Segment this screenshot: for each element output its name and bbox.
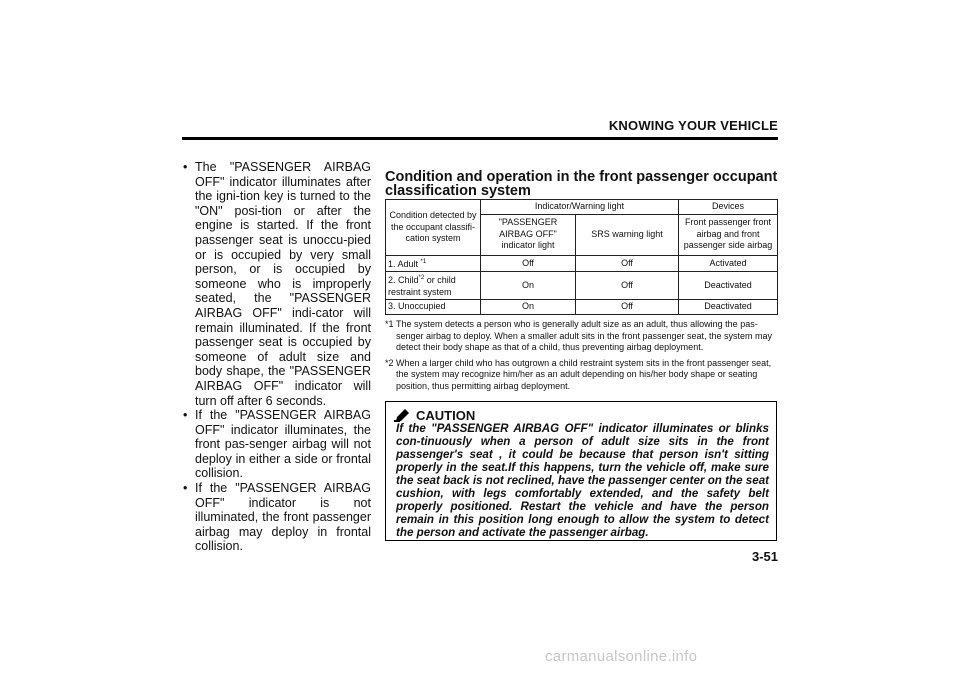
- cell-srs: Off: [576, 255, 679, 272]
- header-cell-srs-light: SRS warning light: [576, 214, 679, 255]
- cell-pab: Off: [481, 255, 576, 272]
- occupant-classification-table: [385, 199, 778, 315]
- header-cell-pab-indicator: "PASSENGER AIRBAG OFF" indicator light: [481, 214, 576, 255]
- table-row: [386, 255, 778, 272]
- header-cell-condition: Condition detected by the occupant classifi-cation system: [386, 200, 481, 256]
- bullet-dot-icon: •: [183, 160, 188, 174]
- bullet-item: [183, 160, 371, 408]
- page-number: 3-51: [751, 549, 778, 564]
- cell-srs: Off: [576, 300, 679, 315]
- footnote-text: When a larger child who has outgrown a child restraint system sits in the front passenger seat, the system may recognize him/her as an adult depending on his/her body shape or seating position, thus permitting airbag deployment.: [396, 357, 772, 391]
- cell-pab: On: [481, 272, 576, 300]
- header-cell-front-airbags: Front passenger front airbag and front passenger side airbag: [679, 214, 778, 255]
- bullet-text: If the "PASSENGER AIRBAG OFF" indicator is not illuminated, the front passenger airbag may deploy in frontal collision.: [195, 481, 371, 554]
- section-heading: Condition and operation in the front passenger occupant classification system: [385, 169, 778, 199]
- footnote: [385, 319, 778, 354]
- caution-title: CAUTION: [416, 408, 476, 423]
- footnote-mark: *1: [385, 319, 394, 329]
- bullet-item: [183, 481, 371, 554]
- cell-pab: On: [481, 300, 576, 315]
- caution-box: [385, 401, 777, 541]
- cell-devices: Activated: [679, 255, 778, 272]
- caution-text: If the "PASSENGER AIRBAG OFF" indicator illuminates or blinks con-tinuously when a person of adult size sits in the front passenger's seat , it could be because that person isn't sitting properly in the seat.If this happens, turn the vehicle off, make sure the seat back is not reclined, have the passenger center on the seat cushion, with legs comfortably extended, and the safety belt properly positioned. Restart the vehicle and have the person remain in this position long enough to allow the system to detect the person and activate the passenger airbag.: [396, 422, 769, 539]
- cell-condition: 1. Adult $^{*1}$: [386, 255, 481, 272]
- table-row: [386, 272, 778, 300]
- cell-condition: 2. Child$^{*2}$ or child restraint system: [386, 272, 481, 300]
- header-cell-devices: Devices: [679, 200, 778, 215]
- bullet-dot-icon: •: [183, 408, 188, 423]
- header-rule: [182, 137, 778, 140]
- pencil-icon: [394, 409, 410, 422]
- bullet-item: [183, 408, 371, 481]
- footnotes: [385, 319, 778, 397]
- footnote-text: The system detects a person who is generally adult size as an adult, thus allowing the pas-senger airbag to deploy. When a smaller adult sits in the front passenger seat, the system may detect their body shape as that of a child, thus preventing airbag deployment.: [396, 319, 773, 353]
- cell-srs: Off: [576, 272, 679, 300]
- page-header-title: KNOWING YOUR VEHICLE: [608, 118, 778, 133]
- bullet-text: If the "PASSENGER AIRBAG OFF" indicator illuminates, the front pas-senger airbag will not deploy in either a side or frontal collision.: [195, 408, 371, 481]
- cell-devices: Deactivated: [679, 272, 778, 300]
- header-cell-indicator-group: Indicator/Warning light: [481, 200, 679, 215]
- watermark: carmanualsonline.info: [545, 648, 698, 665]
- cell-condition: 3. Unoccupied: [386, 300, 481, 315]
- caution-header: [394, 408, 475, 423]
- footnote: [385, 358, 778, 393]
- bullet-dot-icon: •: [183, 481, 188, 496]
- left-column: [183, 160, 371, 554]
- footnote-mark: *2: [385, 357, 394, 368]
- table-row: [386, 300, 778, 315]
- bullet-text: The "PASSENGER AIRBAG OFF" indicator illuminates after the igni-tion key is turned to the "ON" posi-tion or after the engine is started. If the front passenger seat is unoccu-pied or is occupied by very small person, or is occupied by someone who is improperly seated, the "PASSENGER AIRBAG OFF" indi-cator will remain illuminated. If the front passenger seat is occupied by someone of adult size and body shape, the "PASSENGER AIRBAG OFF" indicator will turn off after 6 seconds.: [195, 160, 371, 408]
- cell-devices: Deactivated: [679, 300, 778, 315]
